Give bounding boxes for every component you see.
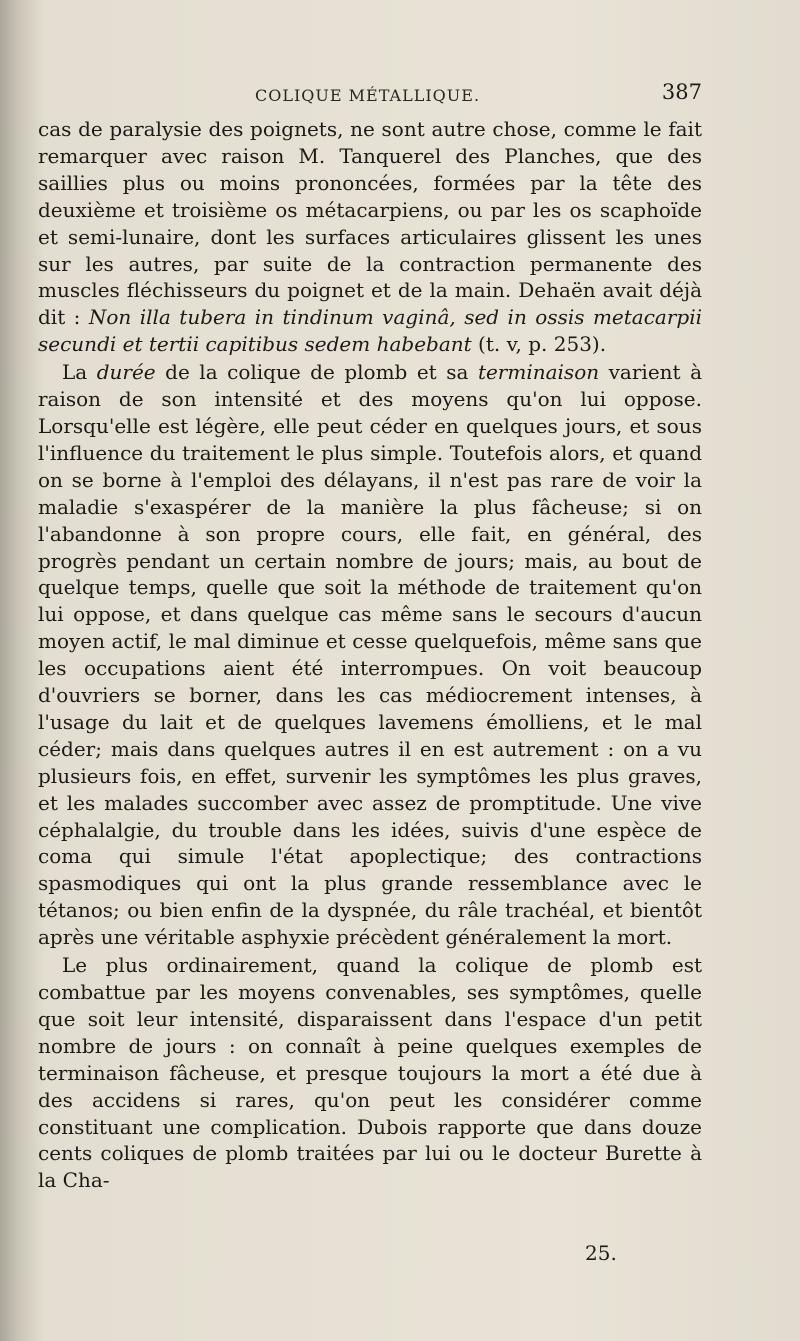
- running-title: COLIQUE MÉTALLIQUE.: [255, 86, 481, 105]
- text-run: (t. v, p. 253).: [471, 332, 607, 357]
- page-number: 387: [661, 80, 702, 104]
- italic-term-duree: durée: [96, 360, 156, 385]
- text-run: cas de paralysie des poignets, ne sont autre chose, comme le fait remarquer avec raison M. Tanquerel des Planches, que des saillies plus ou moins prononcées, formées par la tête des deuxième et troisième os métacarpiens, ou par les os scaphoïde et semi-lunaire, dont les surfaces articulaires glissent les unes sur les autres, par suite de la contraction permanente des muscles fléchisseurs du poignet et de la main. Dehaën avait déjà dit :: [38, 117, 702, 330]
- text-run: La: [62, 360, 97, 385]
- paragraph-3: [38, 952, 702, 1194]
- text-run: de la colique de plomb et sa: [155, 360, 478, 385]
- text-run: varient à raison de son intensité et des moyens qu'on lui oppose. Lorsqu'elle est légère, elle peut céder en quelques jours, et sous l'influence du traitement le plus simple. Toutefois alors, et quand on se borne à l'emploi des délayans, il n'est pas rare de voir la maladie s'exaspérer de la manière la plus fâcheuse; si on l'abandonne à son propre cours, elle fait, en général, des progrès pendant un certain nombre de jours; mais, au bout de quelque temps, quelle que soit la méthode de traitement qu'on lui oppose, et dans quelque cas même sans le secours d'aucun moyen actif, le mal diminue et cesse quelquefois, même sans que les occupations aient été interrompues. On voit beaucoup d'ouvriers se borner, dans les cas médiocrement intenses, à l'usage du lait et de quelques lavemens émolliens, et le mal céder; mais dans quelques autres il en est autrement : on a vu plusieurs fois, en effet, survenir les symptômes les plus graves, et les malades succomber avec assez de promptitude. Une vive céphalalgie, du trouble dans les idées, suivis d'une espèce de coma qui simule l'état apoplectique; des contractions spasmodiques qui ont la plus grande ressemblance avec le tétanos; ou bien enfin de la dyspnée, du râle trachéal, et bientôt après une véritable asphyxie précèdent généralement la mort.: [38, 360, 702, 950]
- page-header: [40, 80, 702, 110]
- paragraph-1: [38, 116, 702, 358]
- italic-latin-quote: Non illa tubera in tindinum vaginâ, sed in ossis metacarpii secundi et tertii capitibus sedem habebant: [38, 305, 702, 357]
- paragraph-2: [38, 359, 702, 951]
- text-run: Le plus ordinairement, quand la colique de plomb est combattue par les moyens convenables, ses symptômes, quelle que soit leur intensité, disparaissent dans l'espace d'un petit nombre de jours : on connaît à peine quelques exemples de terminaison fâcheuse, et presque toujours la mort a été due à des accidens si rares, qu'on peut les considérer comme constituant une complication. Dubois rapporte que dans douze cents coliques de plomb traitées par lui ou le docteur Burette à la Cha-: [38, 953, 702, 1193]
- signature-mark: 25.: [585, 1241, 617, 1265]
- italic-term-terminaison: terminaison: [477, 360, 600, 385]
- body-text: [38, 116, 702, 1195]
